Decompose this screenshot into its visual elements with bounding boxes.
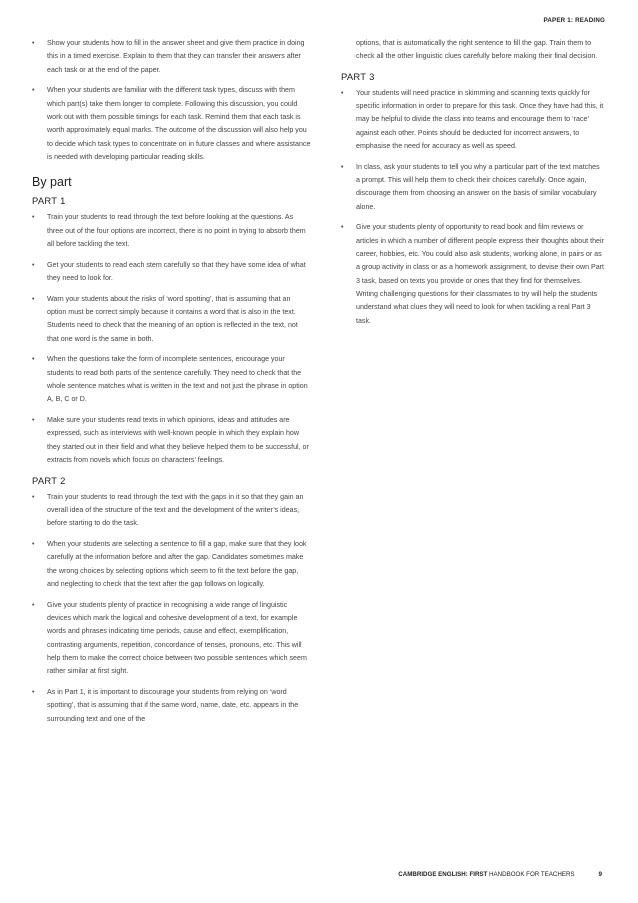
right-column (341, 37, 604, 335)
bullet-icon: • (32, 86, 35, 95)
footer-brand: CAMBRIDGE ENGLISH: FIRST (398, 871, 488, 878)
part-1-list (32, 211, 311, 467)
part-3-heading: PART 3 (341, 70, 375, 82)
list-item: • Give your students plenty of practice in recognising a wide range of linguistic devices which mark the logical and cohesive development of a text, for example words and phrases indicating time periods, cause and effect, exemplification, contrasting arguments, repetition, concordance of tenses, pronouns, etc. This will help them to make the correct choice between two possible sentences which seem rather similar at first sight. (32, 600, 307, 676)
list-item: • In class, ask your students to tell you why a particular part of the text matches a prompt. This will help them to check their choices carefully. Once again, discourage them from choosing an answer on the basis of similar vocabulary alone. (341, 162, 600, 211)
bullet-icon: • (32, 260, 35, 269)
bullet-icon: • (32, 39, 35, 47)
left-column (32, 37, 311, 733)
bullet-icon: • (32, 294, 35, 303)
list-item: • Make sure your students read texts in which opinions, ideas and attitudes are expressed, such as interviews with well-known people in which they explain how they started out in their field and what they believe helped them to be successful, or extracts from novels which focus on characters’ feelings. (32, 416, 309, 465)
bullet-icon: • (341, 162, 344, 171)
bullet-icon: • (341, 88, 344, 97)
list-item: • Train your students to read through the text before looking at the questions. As three out of the four options are incorrect, there is no point in trying to absorb them all before tackling the text. (32, 213, 306, 249)
list-item: • As in Part 1, it is important to discourage your students from relying on ‘word spotting’, that is assuming that if the same word, name, date, etc. appears in the surrounding text and one of the (32, 688, 299, 723)
running-header: PAPER 1: READING (543, 17, 605, 24)
bullet-icon: • (32, 492, 35, 501)
part-3-list (341, 87, 604, 328)
list-item: • When the questions take the form of incomplete sentences, encourage your students to read both parts of the sentence carefully. They need to check that the whole sentence matches what is written in the text and not just the phrase in option A, B, C or D. (32, 355, 308, 404)
list-item: • Train your students to read through the text with the gaps in it so that they gain an overall idea of the structure of the text and the development of the writer’s ideas, before starting to do the task. (32, 492, 304, 528)
list-item: • Show your students how to fill in the answer sheet and give them practice in doing this in a timed exercise. Explain to them that they can transfer their answers after each task or at the end of the paper. (32, 39, 305, 74)
part-2-list (32, 491, 311, 726)
list-item: • Give your students plenty of opportunity to read book and film reviews or articles in which a number of different people express their thoughts about their career, hobbies, etc. You could also ask students, working alone, in pairs or as a group activity in class or as a homework assignment, to devise their own Part 3 task, based on texts you provide or ones that they find for themselves. Writing challenging questions for their classmates to try will help the students understand what clues they will need to look for when tackling a real Part 3 task. (341, 223, 605, 325)
page-footer (398, 871, 602, 878)
bullet-icon: • (32, 355, 35, 364)
bullet-icon: • (32, 688, 35, 697)
bullet-icon: • (32, 600, 35, 609)
list-item: • When your students are familiar with the different task types, discuss with them which part(s) take them longer to complete. Following this discussion, you could work out with them possible timings for each task. Remind them that each task is worth approximately equal marks. The outcome of the discussion will also help you to decide which task types to concentrate on in future classes and where assistance is needed with developing particular reading skills. (32, 86, 311, 162)
section-heading-by-part: By part (32, 175, 72, 190)
part-2-heading: PART 2 (32, 474, 66, 486)
page-number: 9 (598, 871, 602, 878)
continued-paragraph: options, that is automatically the right sentence to fill the gap. Train them to check all the other linguistic clues carefully before making their final decision. (356, 39, 598, 61)
footer-subtitle: HANDBOOK FOR TEACHERS (487, 871, 575, 878)
list-item: • Get your students to read each stem carefully so that they have some idea of what they need to look for. (32, 260, 306, 283)
list-item: • When your students are selecting a sentence to fill a gap, make sure that they look carefully at the information before and after the gap. Candidates sometimes make the wrong choices by selecting options which seem to fit the text before the gap, and neglecting to check that the text after the gap follows on logically. (32, 540, 307, 589)
bullet-icon: • (32, 416, 35, 425)
list-item: • Your students will need practice in skimming and scanning texts quickly for specific information in order to prepare for this task. Once they have had this, it may be helpful to divide the class into teams and encourage them to ‘race’ against each other. Points should be deducted for incorrect answers, to emphasise the need for accuracy as well as speed. (341, 88, 604, 151)
bullet-icon: • (32, 540, 35, 549)
bullet-icon: • (32, 213, 35, 222)
bullet-icon: • (341, 223, 344, 232)
list-item: • Warn your students about the risks of ‘word spotting’, that is assuming that an option must be correct simply because it contains a word that is also in the text. Students need to check that the meaning of an option is reflected in the text, not that one word is the same in both. (32, 294, 298, 343)
part-1-heading: PART 1 (32, 195, 66, 207)
intro-list (32, 37, 311, 164)
